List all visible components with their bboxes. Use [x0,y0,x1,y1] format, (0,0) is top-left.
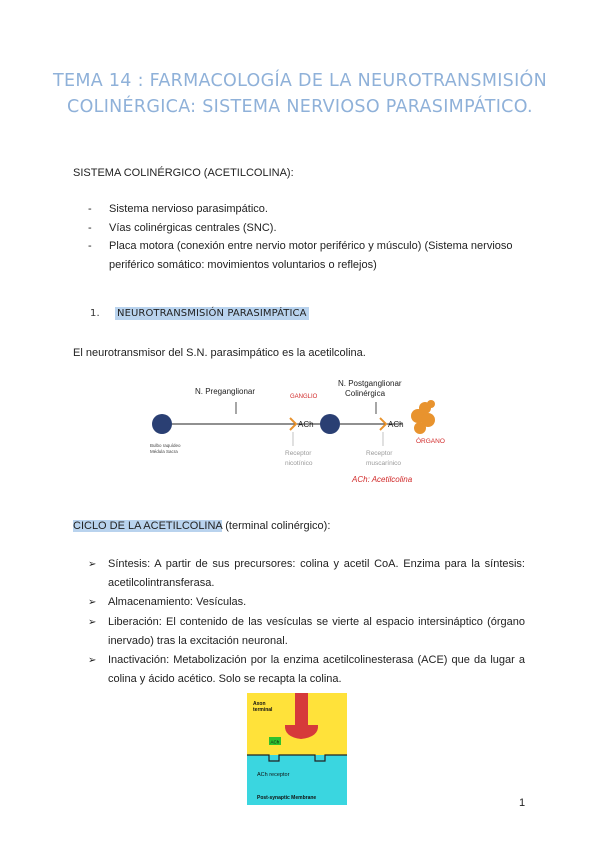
cycle-list [88,555,525,689]
section-number: 1. [90,308,100,319]
ach-label-organ: ACh [388,420,404,429]
synapse-figure [247,693,347,805]
bulbo-label-2: Médula Sacra [150,449,178,454]
ach-label-ganglion: ACh [298,420,314,429]
neurotransmission-diagram [140,374,460,490]
bulbo-label-1: Bulbo raquídeo [150,443,181,448]
postganglionic-label-2: Colinérgica [345,389,386,398]
axon-stalk [295,693,308,725]
axon-label-2: terminal [253,707,273,713]
dash-bullet: - [88,240,92,252]
postganglionic-neuron-body [320,414,340,434]
arrow-bullet-icon: ➢ [88,559,97,570]
page-title: TEMA 14 : FARMACOLOGÍA DE LA NEUROTRANSMISIÓN COLINÉRGICA: SISTEMA NERVIOSO PARASIMPÁTICO. [52,71,548,117]
page-number: 1 [519,797,526,809]
ganglio-label: GANGLIO [290,394,318,400]
dash-bullet: - [88,221,92,234]
postganglionic-label-1: N. Postganglionar [338,379,402,388]
arrow-bullet-icon: ➢ [88,597,97,609]
receptor-label: ACh receptor [257,772,290,778]
section-label: NEUROTRANSMISIÓN PARASIMPÁTICA [117,308,307,319]
list-item: ➢ Liberación: El contenido de las vesículas se vierte al espacio intersináptico (órgano inervado) tras la excitación neuronal. [88,613,525,651]
axon-label-1: Axon [253,701,266,707]
arrow-bullet-icon: ➢ [88,655,97,667]
list-item: ➢ Almacenamiento: Vesículas. [88,593,525,612]
list-item: - Vías colinérgicas centrales (SNC). [88,219,533,238]
intro-paragraph: El neurotransmisor del S.N. parasimpático es la acetilcolina. [73,347,366,359]
section-heading [90,307,309,320]
arrow-bullet-icon: ➢ [88,616,97,628]
list-item: ➢ Inactivación: Metabolización por la enzima acetilcolinesterasa (ACE) que da lugar a colina y ácido acético. Solo se recapta la colina. [88,651,525,689]
list-item: - Placa motora (conexión entre nervio motor periférico y músculo) (Sistema nervioso periférico somático: movimientos voluntarios o reflejos) [88,237,533,274]
preganglionic-label: N. Preganglionar [195,387,256,396]
system-list [88,200,533,274]
dash-bullet: - [88,203,92,215]
list-item: - Sistema nervioso parasimpático. [88,200,533,219]
preganglionic-neuron-body [152,414,172,434]
cycle-heading-rest: (terminal colinérgico): [222,520,331,532]
muscarinic-label-1: Receptor [366,450,393,457]
membrane-label: Post-synaptic Membrane [257,795,317,801]
system-heading: SISTEMA COLINÉRGICO (ACETILCOLINA): [73,167,294,179]
cycle-heading-highlight: CICLO DE LA ACETILCOLINA [73,520,223,532]
diagram-legend: ACh: Acetilcolina [352,475,413,484]
cycle-heading [73,519,330,533]
ach-vesicle-label: ACh [270,739,280,745]
muscarinic-label-2: muscarínico [366,460,402,467]
organ-label: ÓRGANO [416,438,445,445]
organ-shape [411,400,435,434]
nicotinic-label-1: Receptor [285,450,312,457]
nicotinic-label-2: nicotínico [285,460,313,467]
list-item: ➢ Síntesis: A partir de sus precursores: colina y acetil CoA. Enzima para la síntesis: acetilcolintransferasa. [88,555,525,593]
